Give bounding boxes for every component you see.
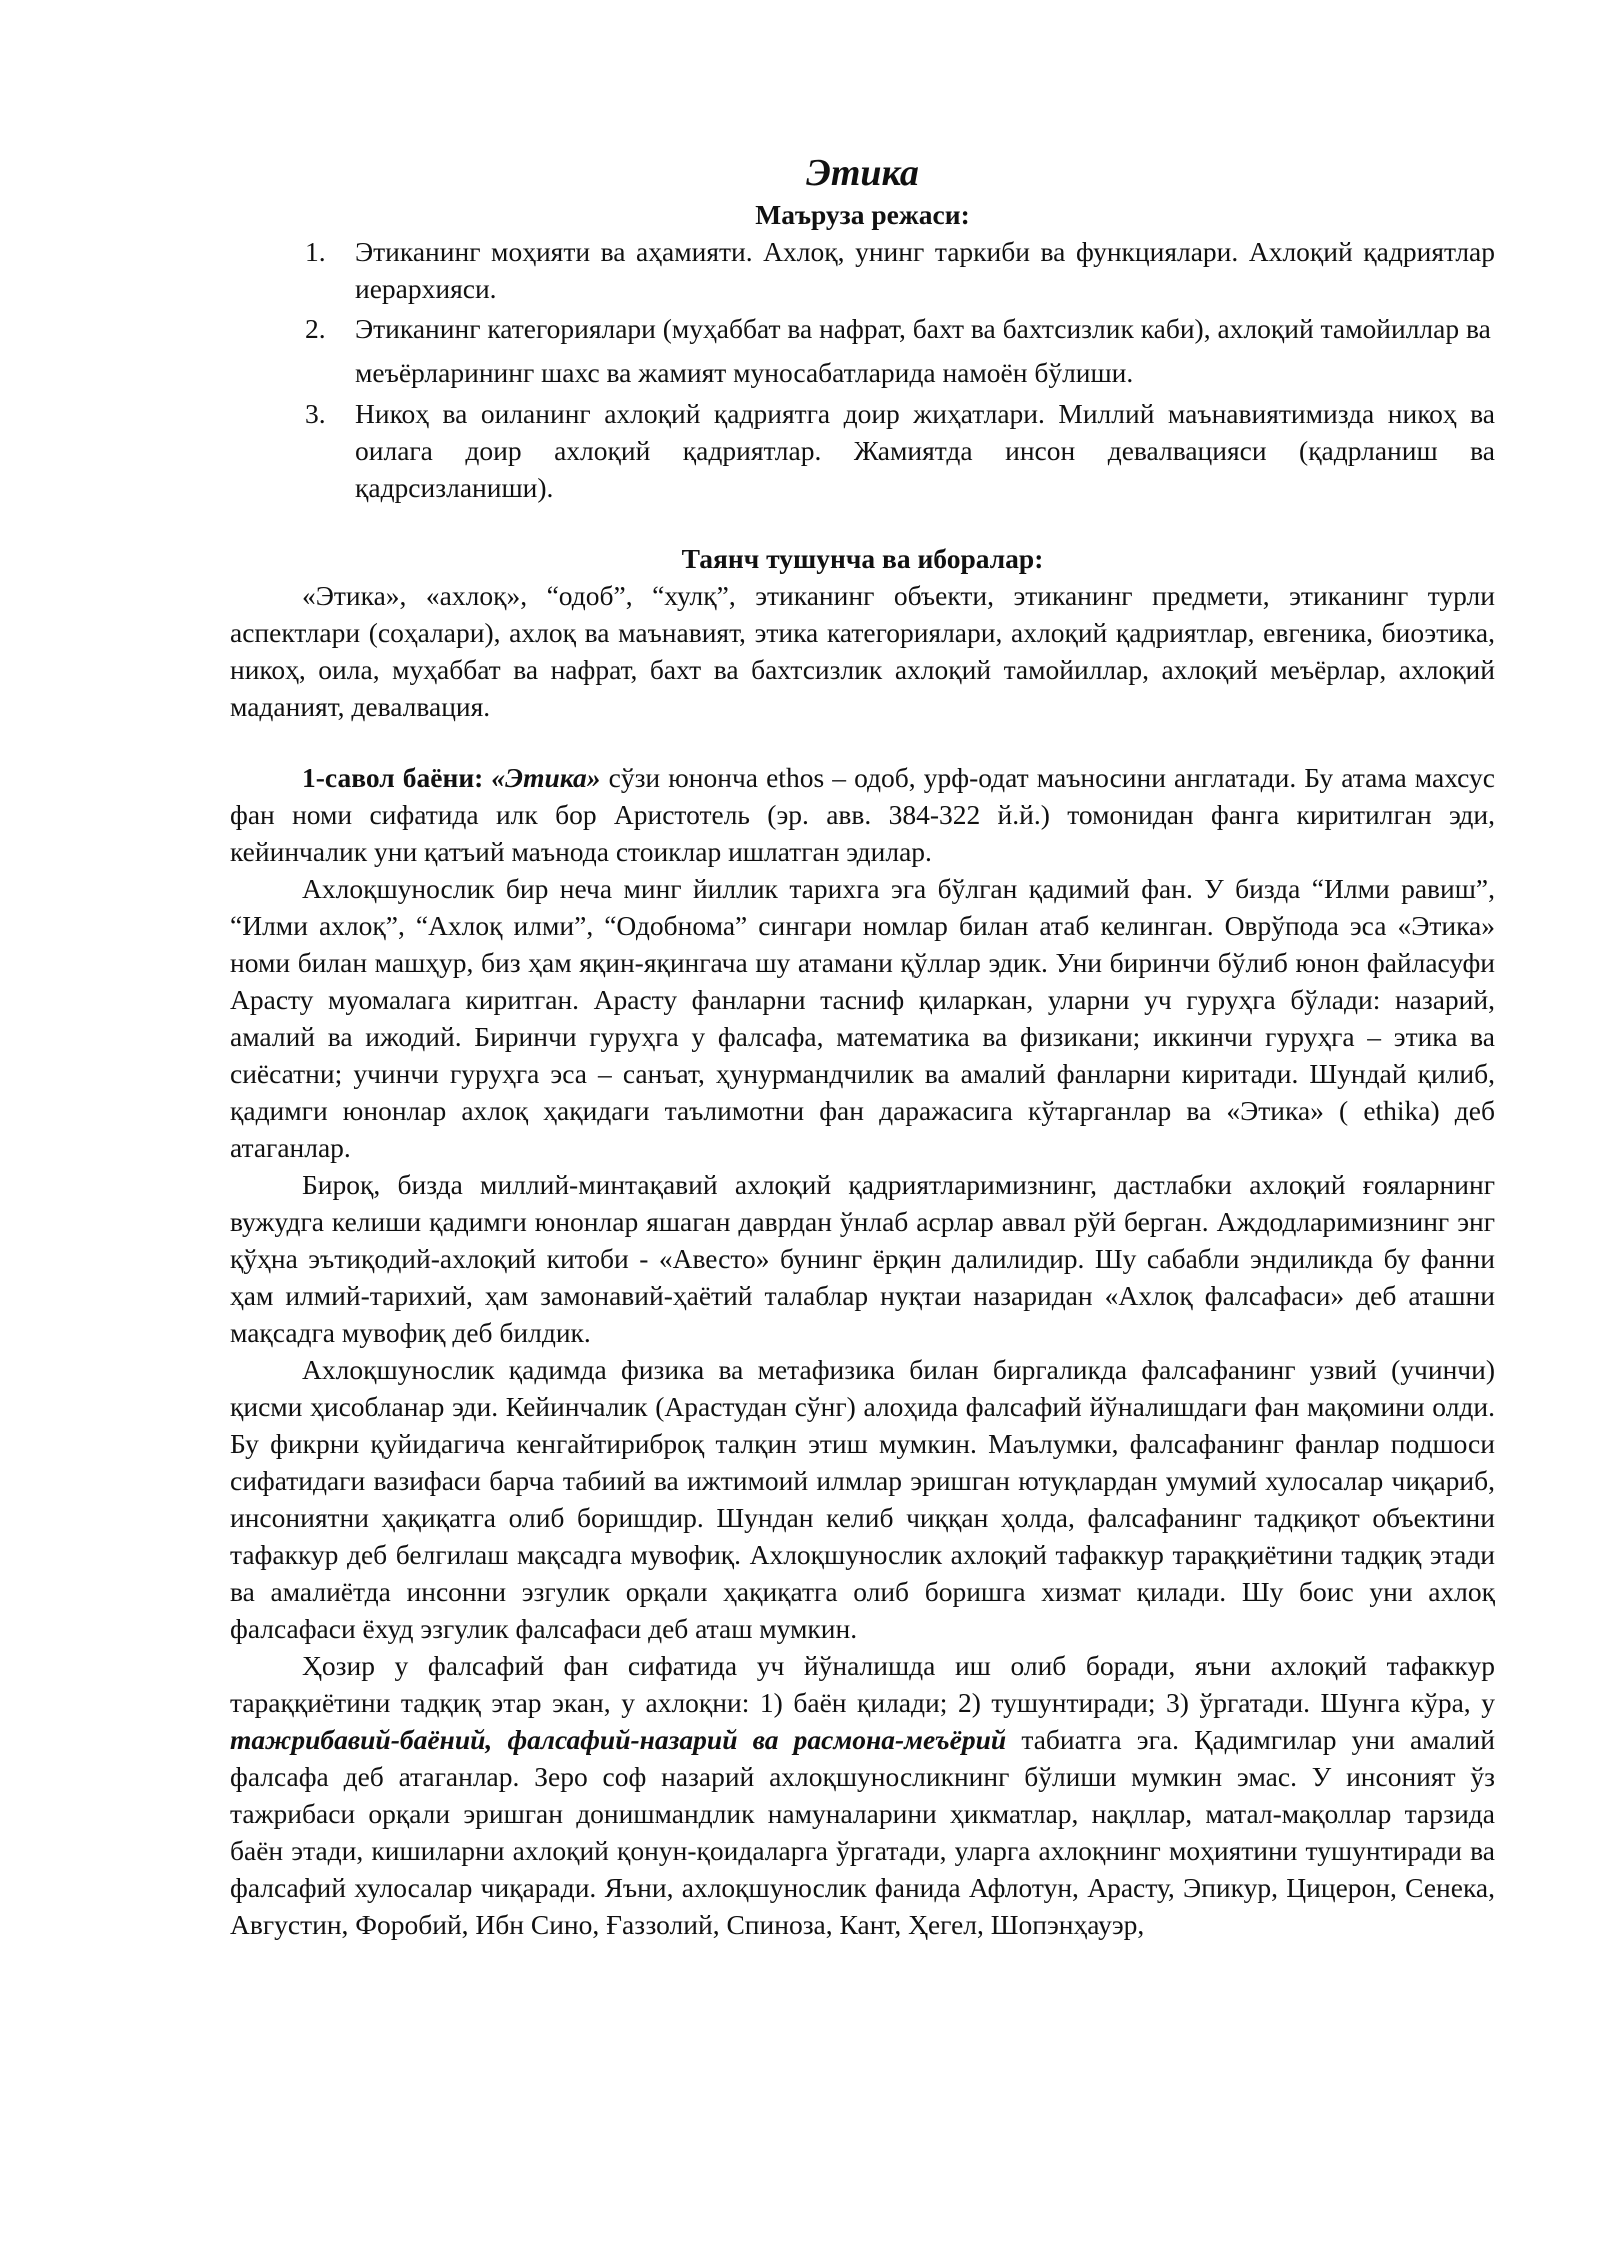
body-paragraph: Ахлоқшунослик қадимда физика ва метафизика билан биргаликда фалсафанинг узвий (учинчи) қисми ҳисобланар эди. Кейинчалик (Арастудан сўнг) алоҳида фалсафий йўналишдаги фан мақомини олди. Бу фикрни қуйидагича кенгайтириброқ талқин этиш мумкин. Маълумки, фалсафанинг фанлар подшоси сифатидаги вазифаси барча табиий ва ижтимоий илмлар эришган ютуқлардан умумий хулосалар чиқариб, инсониятни ҳақиқатга олиб боришдир. Шундан келиб чиққан ҳолда, фалсафанинг тадқиқот объектини тафаккур деб белгилаш мақсадга мувофиқ. Ахлоқшунослик ахлоқий тафаккур тараққиётини тадқиқ этади ва амалиётда инсонни эзгулик орқали ҳақиқатга олиб боришга хизмат қилади. Шу боис уни ахлоқ фалсафаси ёхуд эзгулик фалсафаси деб аташ мумкин. [230, 1354, 1495, 1644]
spacer [230, 725, 1495, 759]
body-paragraph [230, 1647, 1495, 1943]
emphasized-text: тажрибавий-баёний, фалсафий-назарий ва расмона-меъёрий [230, 1724, 1007, 1755]
document-page [230, 150, 1495, 1943]
body-paragraph: Ахлоқшунослик бир неча минг йиллик тарихга эга бўлган қадимий фан. У бизда “Илми равиш”, “Илми ахлоқ”, “Ахлоқ илми”, “Одобнома” сингари номлар билан атаб келинган. Оврўпода эса «Этика» номи билан машҳур, биз ҳам яқин-яқингача шу атамани қўллар эдик. Уни биринчи бўлиб юнон файласуфи Арасту муомалага киритган. Арасту фанларни тасниф қиларкан, уларни уч гуруҳга бўлади: назарий, амалий ва ижодий. Биринчи гуруҳга у фалсафа, математика ва физикани; иккинчи гуруҳга – этика ва сиёсатни; учинчи гуруҳга эса – санъат, ҳунурмандчилик ва амалий фанларни киритади. Шундай қилиб, қадимги юнонлар ахлоқ ҳақидаги таълимотни фан даражасига кўтарганлар ва «Этика» ( ethika) деб атаганлар. [230, 873, 1495, 1163]
question-1-intro-paragraph [230, 759, 1495, 870]
body-text: табиатга эга. Қадимгилар уни амалий фалсафа деб атаганлар. Зеро соф назарий ахлоқшуносликнинг бўлиши мумкин эмас. У инсоният ўз тажрибаси орқали эришган донишмандлик намуналарини ҳикматлар, нақллар, матал-мақоллар тарзида баён этади, кишиларни ахлоқий қонун-қоидаларга ўргатади, уларга ахлоқнинг моҳиятини тушунтиради ва фалсафий хулосалар чиқаради. Яъни, ахлоқшунослик фанида Афлотун, Арасту, Эпикур, Цицерон, Сенека, Августин, Форобий, Ибн Сино, Ғаззолий, Спиноза, Кант, Ҳегел, Шопэнҳауэр, [230, 1724, 1495, 1940]
body-text: Ҳозир у фалсафий фан сифатида уч йўналишда иш олиб боради, яъни ахлоқий тафаккур тараққиётини тадқиқ этар экан, у ахлоқни: 1) баён қилади; 2) тушунтиради; 3) ўргатади. Шунга кўра, у [230, 1650, 1495, 1718]
key-concepts-text: «Этика», «ахлоқ», “одоб”, “хулқ”, этиканинг объекти, этиканинг предмети, этиканинг турли аспектлари (соҳалари), ахлоқ ва маънавият, этика категориялари, ахлоқий қадриятлар, евгеника, биоэтика, никоҳ, оила, муҳаббат ва нафрат, бахт ва бахтсизлик ахлоқий тамойиллар, ахлоқий меъёрлар, ахлоқий маданият, девалвация. [230, 580, 1495, 722]
lecture-plan-list [230, 233, 1495, 506]
plan-item-text: Этиканинг категориялари (муҳаббат ва нафрат, бахт ва бахтсизлик каби), ахлоқий тамойиллар ва меъёрларининг шахс ва жамият муносабатларида намоён бўлиши. [355, 313, 1491, 388]
lecture-plan-heading: Маъруза режаси: [755, 199, 970, 230]
question-1-intro-text: сўзи юнонча ethos – одоб, урф-одат маъносини англатади. Бу атама махсус фан номи сифатида илк бор Аристотель (эр. авв. 384-322 й.й.) томонидан фанга киритилган эди, кейинчалик уни қатъий маънода стоиклар ишлатган эдилар. [230, 762, 1495, 867]
spacer [230, 506, 1495, 540]
plan-item-text: Этиканинг моҳияти ва аҳамияти. Ахлоқ, унинг таркиби ва функциялари. Ахлоқий қадриятлар иерархияси. [355, 236, 1495, 304]
plan-item [305, 395, 1495, 506]
plan-item [305, 307, 1495, 395]
body-paragraph: Бироқ, бизда миллий-минтақавий ахлоқий қадриятларимизнинг, дастлабки ахлоқий ғояларнинг вужудга келиши қадимги юнонлар яшаган даврдан ўнлаб асрлар аввал рўй берган. Аждодларимизнинг энг қўҳна эътиқодий-ахлоқий китоби - «Авесто» бунинг ёрқин далилидир. Шу сабабли эндиликда бу фанни ҳам илмий-тарихий, ҳам замонавий-ҳаётий талаблар нуқтаи назаридан «Ахлоқ фалсафаси» деб аташни мақсадга мувофиқ деб билдик. [230, 1169, 1495, 1348]
question-1-label: 1-савол баёни: [302, 762, 492, 793]
plan-item-number: 2. [305, 313, 326, 344]
plan-item [305, 233, 1495, 307]
term-ethics: «Этика» [491, 762, 601, 793]
key-concepts-heading: Таянч тушунча ва иборалар: [681, 543, 1044, 574]
page-title: Этика [806, 152, 919, 194]
plan-item-number: 3. [305, 398, 326, 429]
plan-item-text: Никоҳ ва оиланинг ахлоқий қадриятга доир жиҳатлари. Миллий маънавиятимизда никоҳ ва оилага доир ахлоқий қадриятлар. Жамиятда инсон девалвацияси (қадрланиш ва қадрсизланиши). [355, 398, 1495, 503]
plan-item-number: 1. [305, 236, 326, 267]
